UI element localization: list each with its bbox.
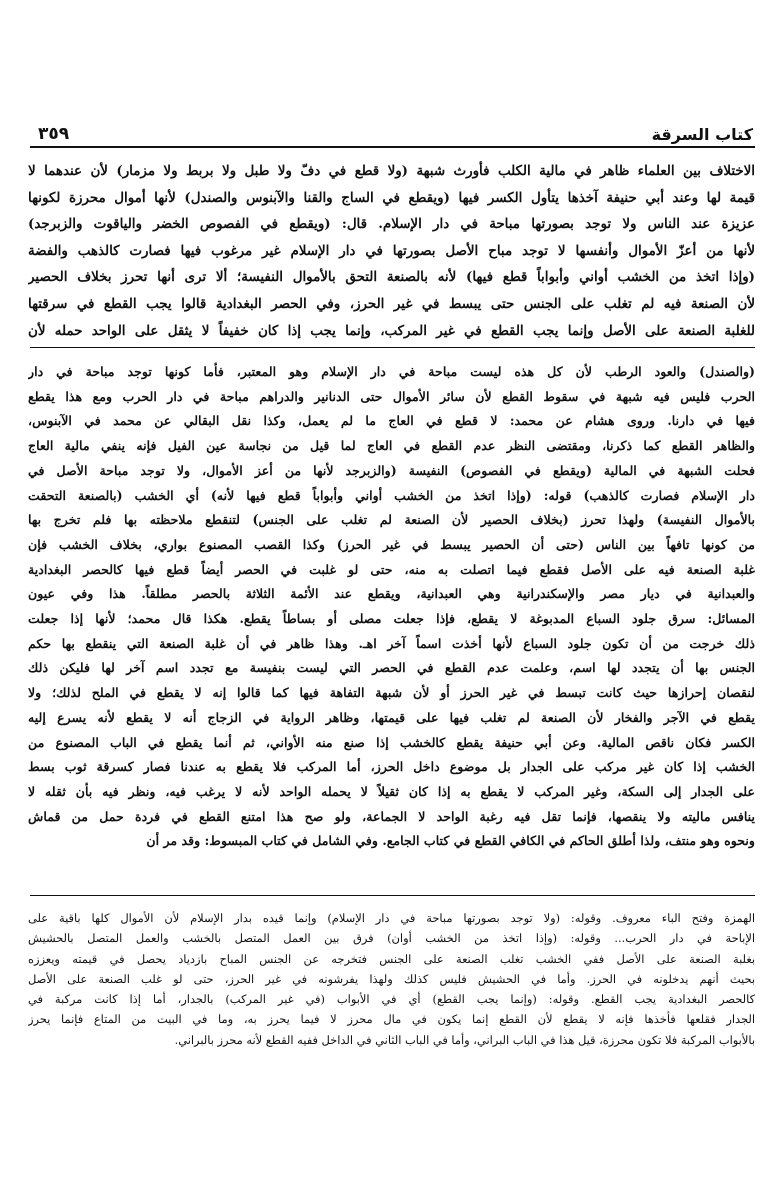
commentary-line: غلبة الصنعة فيه على الأصل فقطع فيما اتصلت به منه، حتى لو غلبت في الحصر أيضاً قطع فيها كالحصر البغدادية	[28, 561, 755, 577]
footnote-line: الجدار فقلعها فأخذها فإنه لا يقطع لأن القطع إنما يكون في مال محرز لا فيما يحرز به، وما في البيت من المتاع فإنما يحرز	[28, 1012, 755, 1027]
commentary-line: بالأموال النفيسة) ولهذا تحرز (بخلاف الحصير لأن الصنعة لم تغلب على الجنس) لتنقطع ملاحظته بها فلم تخرج بها	[28, 512, 755, 528]
main-text-line: لأن الصنعة فيه لم تغلب على الجنس حتى يبسط في غير الحرز، وفي الحصر البغدادية قالوا يجب القطع في سرقتها	[28, 295, 755, 312]
commentary-line: الجنس بها أن يتجدد لها اسم، وعلمت عدم القطع في الحصر التي ليست بنفيسة مع تجدد اسم آخر لها فليكن ذلك	[28, 660, 755, 676]
main-text-line: قيمة لها وعند أبي حنيفة آخذها يتأول الكسر فيها (ويقطع في الساج والقنا والآبنوس والصندل) لأنها أموال محرزة لكونها	[28, 189, 755, 206]
commentary-line: فحلت الشبهة في المالية (ويقطع في الفصوص) النفيسة (والزبرجد لأنها من أعز الأموال، ولا توجد مباحة الأصل في	[28, 462, 755, 478]
book-title: كتاب السرقة	[651, 125, 753, 144]
commentary-divider	[30, 347, 755, 348]
main-text-line: عزيزة عند الناس ولا توجد بصورتها مباحة في دار الإسلام. قال: (ويقطع في الفصوص الخضر والياقوت والزبرجد)	[28, 216, 755, 233]
footnote-line: الهمزة وفتح الباء معروف. وقوله: (ولا توجد بصورتها مباحة في دار الإسلام) وإنما قيده بدار الإسلام لأن الأموال كلها باقية على	[28, 911, 755, 925]
page-number: ٣٥٩	[38, 124, 70, 144]
commentary-line: والظاهر القطع كما ذكرنا، ومقتضى النظر عدم القطع في العاج لما قيل من نجاسة عين الفيل فإنه ينفي مالية العاج	[28, 438, 755, 454]
commentary-line: ينافس ماليته ولا ينقصها، فإنما تقل فيه رغبة الواحد لا الجماعة، ولو صح هذا امتنع القطع في فردة حمل من قماش	[28, 808, 755, 824]
header-rule	[30, 146, 755, 148]
commentary-line: دار الإسلام فصارت كالذهب) قوله: (وإذا اتخذ من الخشب أواني وأبواباً قطع فيها لأنه) أي الخشب (بالصنعة التحقت	[28, 487, 755, 503]
main-text-line: لأنها من أعزّ الأموال وأنفسها لا توجد مباح الأصل بصورتها في دار الإسلام غير مرغوب فيها فصارت كالذهب والفضة	[28, 242, 755, 259]
commentary-line: فيها في دارنا. وروى هشام عن محمد: لا قطع في العاج ما لم يعمل، وكذا نقل البقالي عن محمد في الآبنوس،	[28, 413, 755, 429]
main-text-line: (وإذا اتخذ من الخشب أواني وأبواباً قطع فيها) لأنه بالصنعة التحق بالأموال النفيسة؛ ألا ترى أنها تحرز بخلاف الحصير	[28, 269, 755, 286]
commentary-line: يقطع في الآجر والفخار لأن الصنعة لم تغلب فيها على قيمتها، وظاهر الرواية في الزجاج أنه لا يقطع لأنه يسرع إليه	[28, 709, 755, 725]
footnote-text	[28, 908, 755, 1050]
footnote-divider	[30, 895, 755, 896]
main-text-line: للغلبة الصنعة على الأصل وإنما يجب القطع في غير المركب، وإنما يجب إذا كان خفيفاً لا يثقل على الواحد حمله لأن	[28, 322, 755, 339]
commentary-line: من كونها تافهاً بين الناس (حتى أن الحصير يبسط في غير الحرز) وكذا القصب المصنوع بواري، بخلاف الخشب فإن	[28, 536, 755, 552]
page-header	[38, 116, 753, 144]
commentary-line: ذلك خرجت من أن تكون جلود السباع لأنها أخذت اسماً آخر اهـ. وهذا ظاهر في أن غلبة الصنعة التي ينقطع بها حكم	[28, 635, 755, 651]
main-text-line: الاختلاف بين العلماء ظاهر في مالية الكلب فأورث شبهة (ولا قطع في دفّ ولا طبل ولا بربط ولا مزمار) لأن عندهما لا	[28, 163, 755, 179]
footnote-line: الإباحة في دار الحرب... وقوله: (وإذا اتخذ من الخشب أوان) فرق بين العمل المتصل بالخشب والعمل المتصل بالحشيش	[28, 931, 755, 946]
commentary-text	[28, 360, 755, 854]
commentary-line: الكسر فكان ناقص المالية. وعن أبي حنيفة يقطع كالخشب إذا صنع منه الأواني، ثم أنما يقطع في الباب المصنوع من	[28, 734, 755, 750]
commentary-line: ونحوه وهو منتف، ولذا أطلق الحاكم في الكافي القطع في كتاب الجامع. وفي الشامل في كتاب المبسوط: وقد مر أن	[146, 833, 755, 849]
footnote-line: بالأبواب المركبة فلا تكون محرزة، قيل هذا في الباب البراني، وأما في الباب الثاني في الداخل ففيه القطع لأنه محرز بالبراني.	[174, 1032, 755, 1047]
footnote-line: بغلبة الصنعة على الأصل ففي الخشب تغلب الصنعة على الجنس فتخرجه عن الجنس المباح بازدياد يحصل في قيمته ويعززه	[28, 951, 755, 966]
commentary-line: الحرب فليس فيه شبهة في سقوط القطع لأن سائر الأموال حتى الدنانير والدراهم مباحة في دار الحرب ومع هذا يقطع	[28, 388, 755, 404]
commentary-line: المسائل: سرق جلود السباع المدبوغة لا يقطع، فإذا جعلت مصلى أو بساطاً يقطع. هكذا قال محمد؛ لأنها إذا جعلت	[28, 611, 755, 627]
commentary-line: والعبدانية في ديار مصر والإسكندرانية وهي العبدانية، ويقطع عند الأئمة الثلاثة بالحصر مطلقاً. هذا وفي عيون	[28, 586, 755, 602]
footnote-line: كالحصر البغدادية يجب القطع. وقوله: (وإنما يجب القطع) أي في الأبواب (في غير المركب) بالجدار، أما إذا كانت مركبة في	[28, 992, 755, 1007]
commentary-line: لنقصان إحرازها حيث كانت تبسط في غير الحرز أو لأن شبهة التفاهة فيها كما قالوا إنه لا يقطع في الملح لذلك؛ ولا	[28, 685, 755, 701]
footnote-line: بحيث أنهم يدخلونه في الحرز. وأما في الحشيش فليس كذلك ولهذا يفرشونه في غير الحرز، حتى لو غلب الصنعة على الأصل	[28, 971, 755, 986]
main-text	[28, 158, 755, 344]
commentary-line: على الجدار إلى السكة، وغير المركب لا يقطع به إذا كان ثقيلاً لا يحمله الواحد لأنه لا يرغب فيه، ونظر فيه بأن ثقله لا	[28, 783, 755, 799]
commentary-line: الخشب إذا كان غير مركب على الجدار بل موضوع داخل الحرز، أما المركب فلا يقطع به عندنا فصار كسرقة ثوب بسط	[28, 759, 755, 775]
commentary-line: (والصندل) والعود الرطب لأن كل هذه ليست مباحة في دار الإسلام وهو المعتبر، فأما كونها توجد مباحة في دار	[28, 364, 755, 379]
